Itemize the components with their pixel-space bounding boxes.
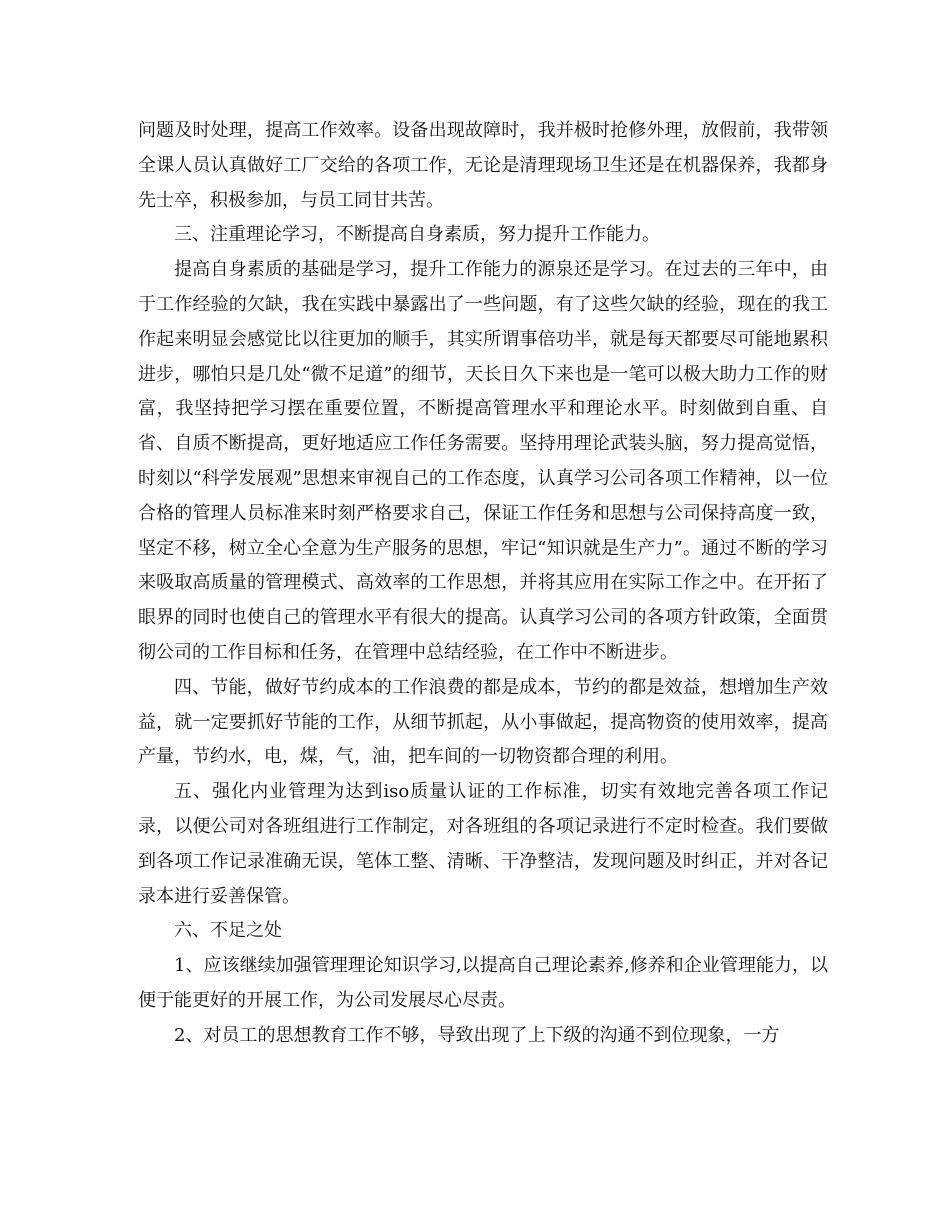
paragraph-continuation: 问题及时处理，提高工作效率。设备出现故障时，我并极时抢修外理，放假前，我带领全课人员认真做好工厂交给的各项工作，无论是清理现场卫生还是在机器保养，我都身先士卒，积极参加，与员工同甘共苦。 bbox=[138, 120, 828, 211]
paragraph-internal-management: 五、强化内业管理为达到iso质量认证的工作标准，切实有效地完善各项工作记录，以便公司对各班组进行工作制定，对各班组的各项记录进行不定时检查。我们要做到各项工作记录准确无误，笔体工整、清晰、干净整洁，发现问题及时纠正，并对各记录本进行妥善保管。 bbox=[138, 781, 828, 907]
paragraph-energy-saving: 四、节能，做好节约成本的工作浪费的都是成本，节约的都是效益，想增加生产效益，就一定要抓好节能的工作，从细节抓起，从小事做起，提高物资的使用效率，提高产量，节约水，电，煤，气，油，把车间的一切物资都合理的利用。 bbox=[138, 676, 828, 768]
document-body bbox=[138, 114, 828, 1054]
list-item-shortcoming-1: 1、应该继续加强管理理论知识学习,以提高自己理论素养,修养和企业管理能力，以便于能更好的开展工作，为公司发展尽心尽责。 bbox=[138, 955, 828, 1011]
paragraph-theory-study: 提高自身素质的基础是学习，提升工作能力的源泉还是学习。在过去的三年中，由于工作经验的欠缺，我在实践中暴露出了一些问题，有了这些欠缺的经验，现在的我工作起来明显会感觉比以往更加的顺手，其实所谓事倍功半，就是每天都要尽可能地累积进步，哪怕只是几处“微不足道”的细节，天长日久下来也是一笔可以极大助力工作的财富，我坚持把学习摆在重要位置，不断提高管理水平和理论水平。时刻做到自重、自省、自质不断提高，更好地适应工作任务需要。坚持用理论武装头脑，努力提高觉悟，时刻以“科学发展观”思想来审视自己的工作态度，认真学习公司各项工作精神，以一位合格的管理人员标准来时刻严格要求自己，保证工作任务和思想与公司保持高度一致，坚定不移，树立全心全意为生产服务的思想，牢记“知识就是生产力”。通过不断的学习来吸取高质量的管理模式、高效率的工作思想，并将其应用在实际工作之中。在开拓了眼界的同时也使自己的管理水平有很大的提高。认真学习公司的各项方针政策，全面贯彻公司的工作目标和任务，在管理中总结经验，在工作中不断进步。 bbox=[138, 259, 828, 663]
list-item-shortcoming-2: 2、对员工的思想教育工作不够，导致出现了上下级的沟通不到位现象，一方 bbox=[174, 1024, 780, 1046]
section-heading-theory-study: 三、注重理论学习，不断提高自身素质，努力提升工作能力。 bbox=[174, 224, 660, 246]
section-heading-shortcomings: 六、不足之处 bbox=[174, 920, 282, 942]
